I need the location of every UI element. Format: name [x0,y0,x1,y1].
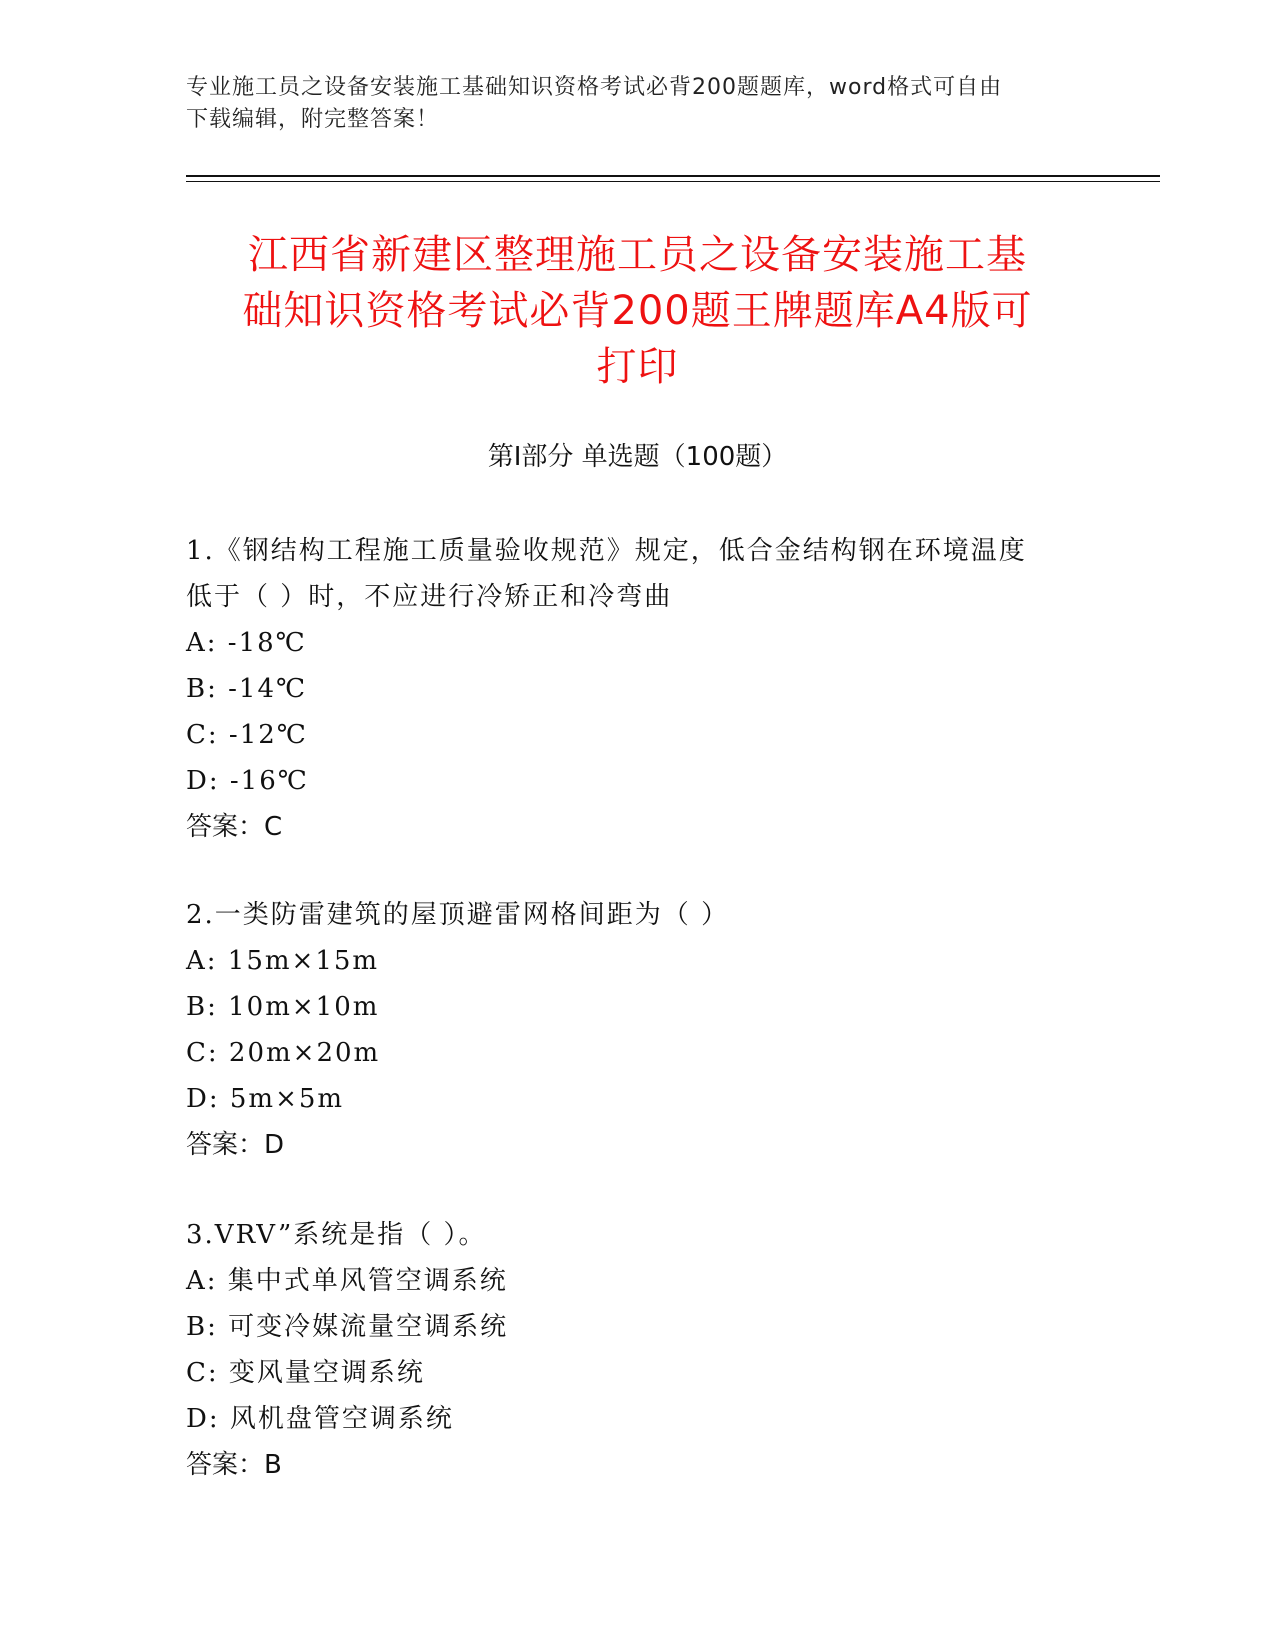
header-note-line-1: 专业施工员之设备安装施工基础知识资格考试必背200题题库，word格式可自由 [186,75,1003,100]
document-title [160,227,1115,395]
header-divider-thin [186,181,1160,182]
question-stem-line-1: 3.VRV”系统是指（ ）。 [186,1220,487,1250]
option-d: D: 风机盘管空调系统 [186,1404,454,1434]
question-3 [186,1212,1086,1488]
question-stem-line-2: 低于（ ）时，不应进行冷矫正和冷弯曲 [186,582,673,612]
answer-line: 答案：B [186,1450,282,1480]
option-c: C: 变风量空调系统 [186,1358,425,1388]
option-b: B: -14℃ [186,674,308,704]
option-a: A: 集中式单风管空调系统 [186,1266,508,1296]
question-stem-line-1: 2.一类防雷建筑的屋顶避雷网格间距为（ ） [186,900,730,930]
header-note-line-2: 下载编辑，附完整答案！ [186,107,440,132]
option-a: A: 15m×15m [186,946,380,976]
header-divider-thick [186,175,1160,177]
option-b: B: 可变冷媒流量空调系统 [186,1312,509,1342]
option-c: C: -12℃ [186,720,308,750]
option-d: D: 5m×5m [186,1084,345,1114]
answer-line: 答案：D [186,1130,285,1160]
document-title-line-1: 江西省新建区整理施工员之设备安装施工基 [248,232,1027,278]
option-a: A: -18℃ [186,628,307,658]
document-title-line-2: 础知识资格考试必背200题王牌题库A4版可 [242,288,1033,334]
header-note [186,72,1086,136]
option-c: C: 20m×20m [186,1038,381,1068]
answer-line: 答案：C [186,812,283,842]
section-heading: 第Ⅰ部分 单选题（100题） [487,442,788,472]
document-title-line-3: 打印 [596,344,679,390]
question-2 [186,892,1086,1168]
option-b: B: 10m×10m [186,992,380,1022]
question-stem-line-1: 1.《钢结构工程施工质量验收规范》规定，低合金结构钢在环境温度 [186,536,1027,566]
question-1 [186,528,1086,850]
option-d: D: -16℃ [186,766,309,796]
